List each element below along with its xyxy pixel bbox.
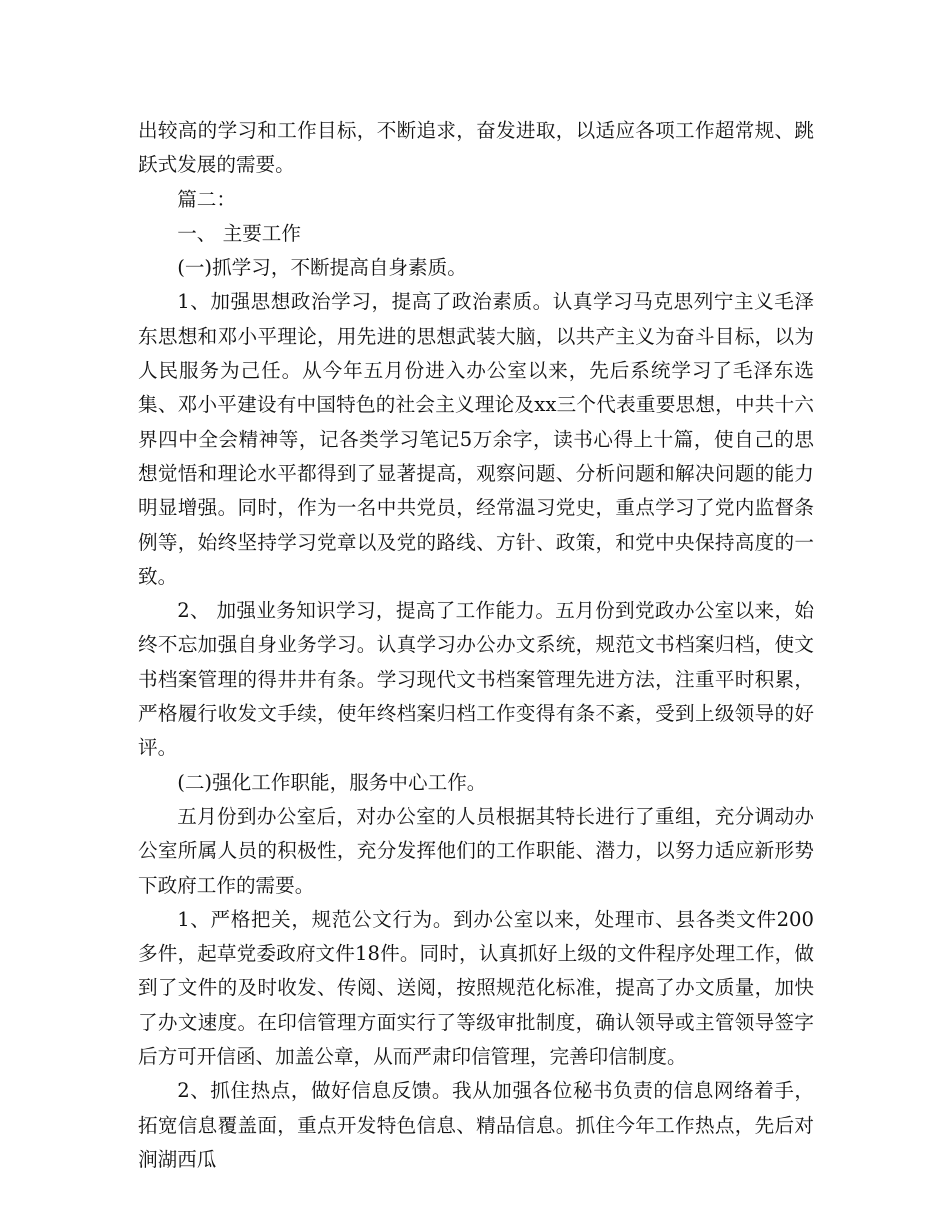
section-heading-part-two: 篇二： — [177, 187, 236, 211]
paragraph-information-feedback: 2、抓住热点，做好信息反馈。我从加强各位秘书负责的信息网络着手，拓宽信息覆盖面，重点开发特色信息、精品信息。抓住今年工作热点，先后对涧湖西瓜 — [138, 1079, 814, 1171]
paragraph-intro-continuation: 出较高的学习和工作目标，不断追求，奋发进取，以适应各项工作超常规、跳跃式发展的需要。 — [138, 119, 814, 177]
subheading-work-functions: (二)强化工作职能，服务中心工作。 — [177, 770, 487, 794]
heading-main-work: 一、 主要工作 — [177, 221, 301, 245]
paragraph-business-study: 2、 加强业务知识学习，提高了工作能力。五月份到党政办公室以来，始终不忘加强自身业务学习。认真学习办公办文系统，规范文书档案归档，使文书档案管理的得井井有条。学习现代文书档案管理先进方法，注重平时积累，严格履行收发文手续，使年终档案归档工作变得有条不紊，受到上级领导的好评。 — [138, 599, 814, 760]
document-body — [138, 114, 814, 1177]
subheading-study: (一)抓学习，不断提高自身素质。 — [177, 256, 467, 280]
paragraph-document-handling: 1、严格把关，规范公文行为。到办公室以来，处理市、县各类文件200多件，起草党委政府文件18件。同时，认真抓好上级的文件程序处理工作，做到了文件的及时收发、传阅、送阅，按照规范化标准，提高了办文质量，加快了办文速度。在印信管理方面实行了等级审批制度，确认领导或主管领导签字后方可开信函、加盖公章，从而严肃印信管理，完善印信制度。 — [138, 907, 814, 1069]
paragraph-office-reorganization: 五月份到办公室后，对办公室的人员根据其特长进行了重组，充分调动办公室所属人员的积极性，充分发挥他们的工作职能、潜力，以努力适应新形势下政府工作的需要。 — [138, 804, 814, 897]
paragraph-political-study: 1、加强思想政治学习，提高了政治素质。认真学习马克思列宁主义毛泽东思想和邓小平理论，用先进的思想武装大脑，以共产主义为奋斗目标，以为人民服务为己任。从今年五月份进入办公室以来，先后系统学习了毛泽东选集、邓小平建设有中国特色的社会主义理论及xx三个代表重要思想，中共十六界四中全会精神等，记各类学习笔记5万余字，读书心得上十篇，使自己的思想觉悟和理论水平都得到了显著提高，观察问题、分析问题和解决问题的能力明显增强。同时，作为一名中共党员，经常温习党史，重点学习了党内监督条例等，始终坚持学习党章以及党的路线、方针、政策，和党中央保持高度的一致。 — [138, 290, 814, 588]
